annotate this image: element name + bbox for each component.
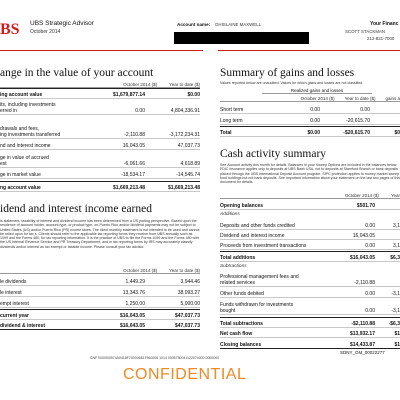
report-title: UBS Strategic Advisor <box>30 20 94 27</box>
account-name: GHISLAINE MAXWELL <box>215 22 262 27</box>
account-name-label: Account name: <box>177 22 211 27</box>
cash-opening-balances: Opening balances $501.70 <box>220 200 400 210</box>
change-row-withdrawals: drawals and fees, ing investments transferred -2,110.88 -3,172,234.31 <box>0 116 200 139</box>
financial-advisor-name: SCOTT STACKMAN <box>345 29 386 34</box>
cash-column-headers: October 2014 ($) Year <box>220 193 400 199</box>
col-ytd: Year to date ($) <box>169 82 200 87</box>
cash-row-total-additions: Total additions $16,043.05 $6,3 <box>220 251 400 262</box>
cash-activity-title: Cash activity summary <box>220 148 327 160</box>
gains-column-headers: October 2014 ($) Year to date ($) gains a <box>220 96 400 102</box>
gains-row-total: Total $0.00 -$20,615.70 $0 <box>220 126 400 137</box>
cash-closing-balances: Closing balances $14,433.87 $1 <box>220 339 400 349</box>
cash-activity-note: See Account activity this month for details. Balances in your Sweep Options are included in the balances below. FDIC insurance applies only to deposits at UBS Bank USA, not to deposits at Stamford Branch or bank deposits placed through the UBS International Deposit Account program. SIPC protection applies to money market sweep fund holdings but not bank deposits. See important information about your statement on the last two pages of this document for details. <box>220 163 400 185</box>
cash-additions-label: Additions <box>220 212 240 217</box>
col-october: October 2014 ($) <box>123 82 158 87</box>
change-in-value-title: ange in the value of your account <box>0 67 154 79</box>
change-row-accrued: ge in value of accrued est -6,061.66 4,618.89 <box>0 152 200 168</box>
financial-advisor-phone: 212-821-7000 <box>367 36 395 41</box>
dividend-tax-note: is statement, taxability of interest and dividend income has been determined from a US porting perspective. Based upon the residence of account holder, account type, or product type, on-Puerto Rico and/or dividend payments may not be subject to United States (US) and/or Puerto Rico (PR) ncome taxes. The client monthly statement is not intended to be used and cannot be relied upon for tax s. Clients should refer to the applicable tax reporting forms they receive from UBS annually such as 1099 and the Forms 480, for tax reporting information. It is the practice of UBS to file the Forms 1099 and the Forms 480 with the US Internal Revenue Service and PR Treasury Department, and in tax reporting forms by IRS may accurately classify dividends and/or interest as tax exempt or taxable income. Please consult your tax advisor. <box>0 219 200 249</box>
gains-losses-title: Summary of gains and losses <box>220 67 355 79</box>
cash-row-funds-withdrawn: Funds withdrawn for investments bought 0.00 -3,1 <box>220 299 400 315</box>
cash-row-total-subtractions: Total subtractions -$2,110.88 -$6,3 <box>220 317 400 328</box>
confidential-stamp: CONFIDENTIAL <box>123 366 247 383</box>
realized-gains-group-header: Realized gains and losses <box>262 88 372 94</box>
change-row-dividend: nd and interest income 16,043.05 47,037.73 <box>0 140 200 150</box>
financial-advisor-title: Your Financ <box>370 21 399 27</box>
cash-row-deposits: Deposits and other funds credited 0.00 3,1 <box>220 220 400 230</box>
dividend-row-total: dividend & interest $16,043.05 $47,037.73 <box>0 320 200 330</box>
statement-code: CNF7000900574A0418F700006817960006 1014 0305750041122074000 0000000 <box>90 356 220 360</box>
cash-row-other-debited: Other funds debited 0.00 -3,1 <box>220 288 400 298</box>
header-rule-left <box>0 50 203 51</box>
cash-row-proceeds: Proceeds from investment transactions 0.00 3,1 <box>220 240 400 250</box>
account-number-redaction <box>174 32 309 44</box>
report-period: October 2014 <box>30 29 61 35</box>
change-row-market: ge in market value -18,534.17 -14,545.74 <box>0 169 200 179</box>
dividend-column-headers: October 2014 ($) Year to date ($) <box>0 268 200 274</box>
cash-subtractions-label: Subtractions <box>220 264 247 269</box>
gains-row-long-term: Long term 0.00 -20,615.70 <box>220 115 400 125</box>
ubs-logo: BS <box>0 21 20 38</box>
dividend-row-current-year: current year $16,043.05 $47,037.73 <box>0 309 200 320</box>
gains-row-short-term: Short term 0.00 0.00 <box>220 104 400 114</box>
dividend-interest-title: idend and interest income earned <box>0 203 152 215</box>
cash-row-dividend-income: Dividend and interest income 16,043.05 <box>220 230 400 240</box>
cash-net-cash-flow: Net cash flow $13,932.17 $1 <box>220 328 400 338</box>
change-row-opening: ing account value $1,679,877.14 $0.00 <box>0 88 200 99</box>
change-row-closing: ng account value $1,669,213.48 $1,669,213.48 <box>0 181 200 192</box>
cash-row-management-fees: Professional management fees and related services -2,110.88 <box>220 271 400 287</box>
header-rule-right <box>218 50 400 51</box>
dividend-row-taxable-dividends: le dividends 1,449.29 3,944.46 <box>0 276 200 286</box>
dividend-row-taxable-interest: le interest 13,343.76 38,093.27 <box>0 287 200 297</box>
bates-number: SDNY_GM_00022277 <box>340 350 385 355</box>
change-row-deposits: its, including investments erred in 0.00 4,804,336.91 <box>0 99 200 115</box>
dividend-row-exempt-interest: empt interest 1,250.00 5,000.00 <box>0 298 200 308</box>
gains-losses-note: Values reported below are unaudited. Values for which gains and losses are not classified. <box>220 81 364 85</box>
